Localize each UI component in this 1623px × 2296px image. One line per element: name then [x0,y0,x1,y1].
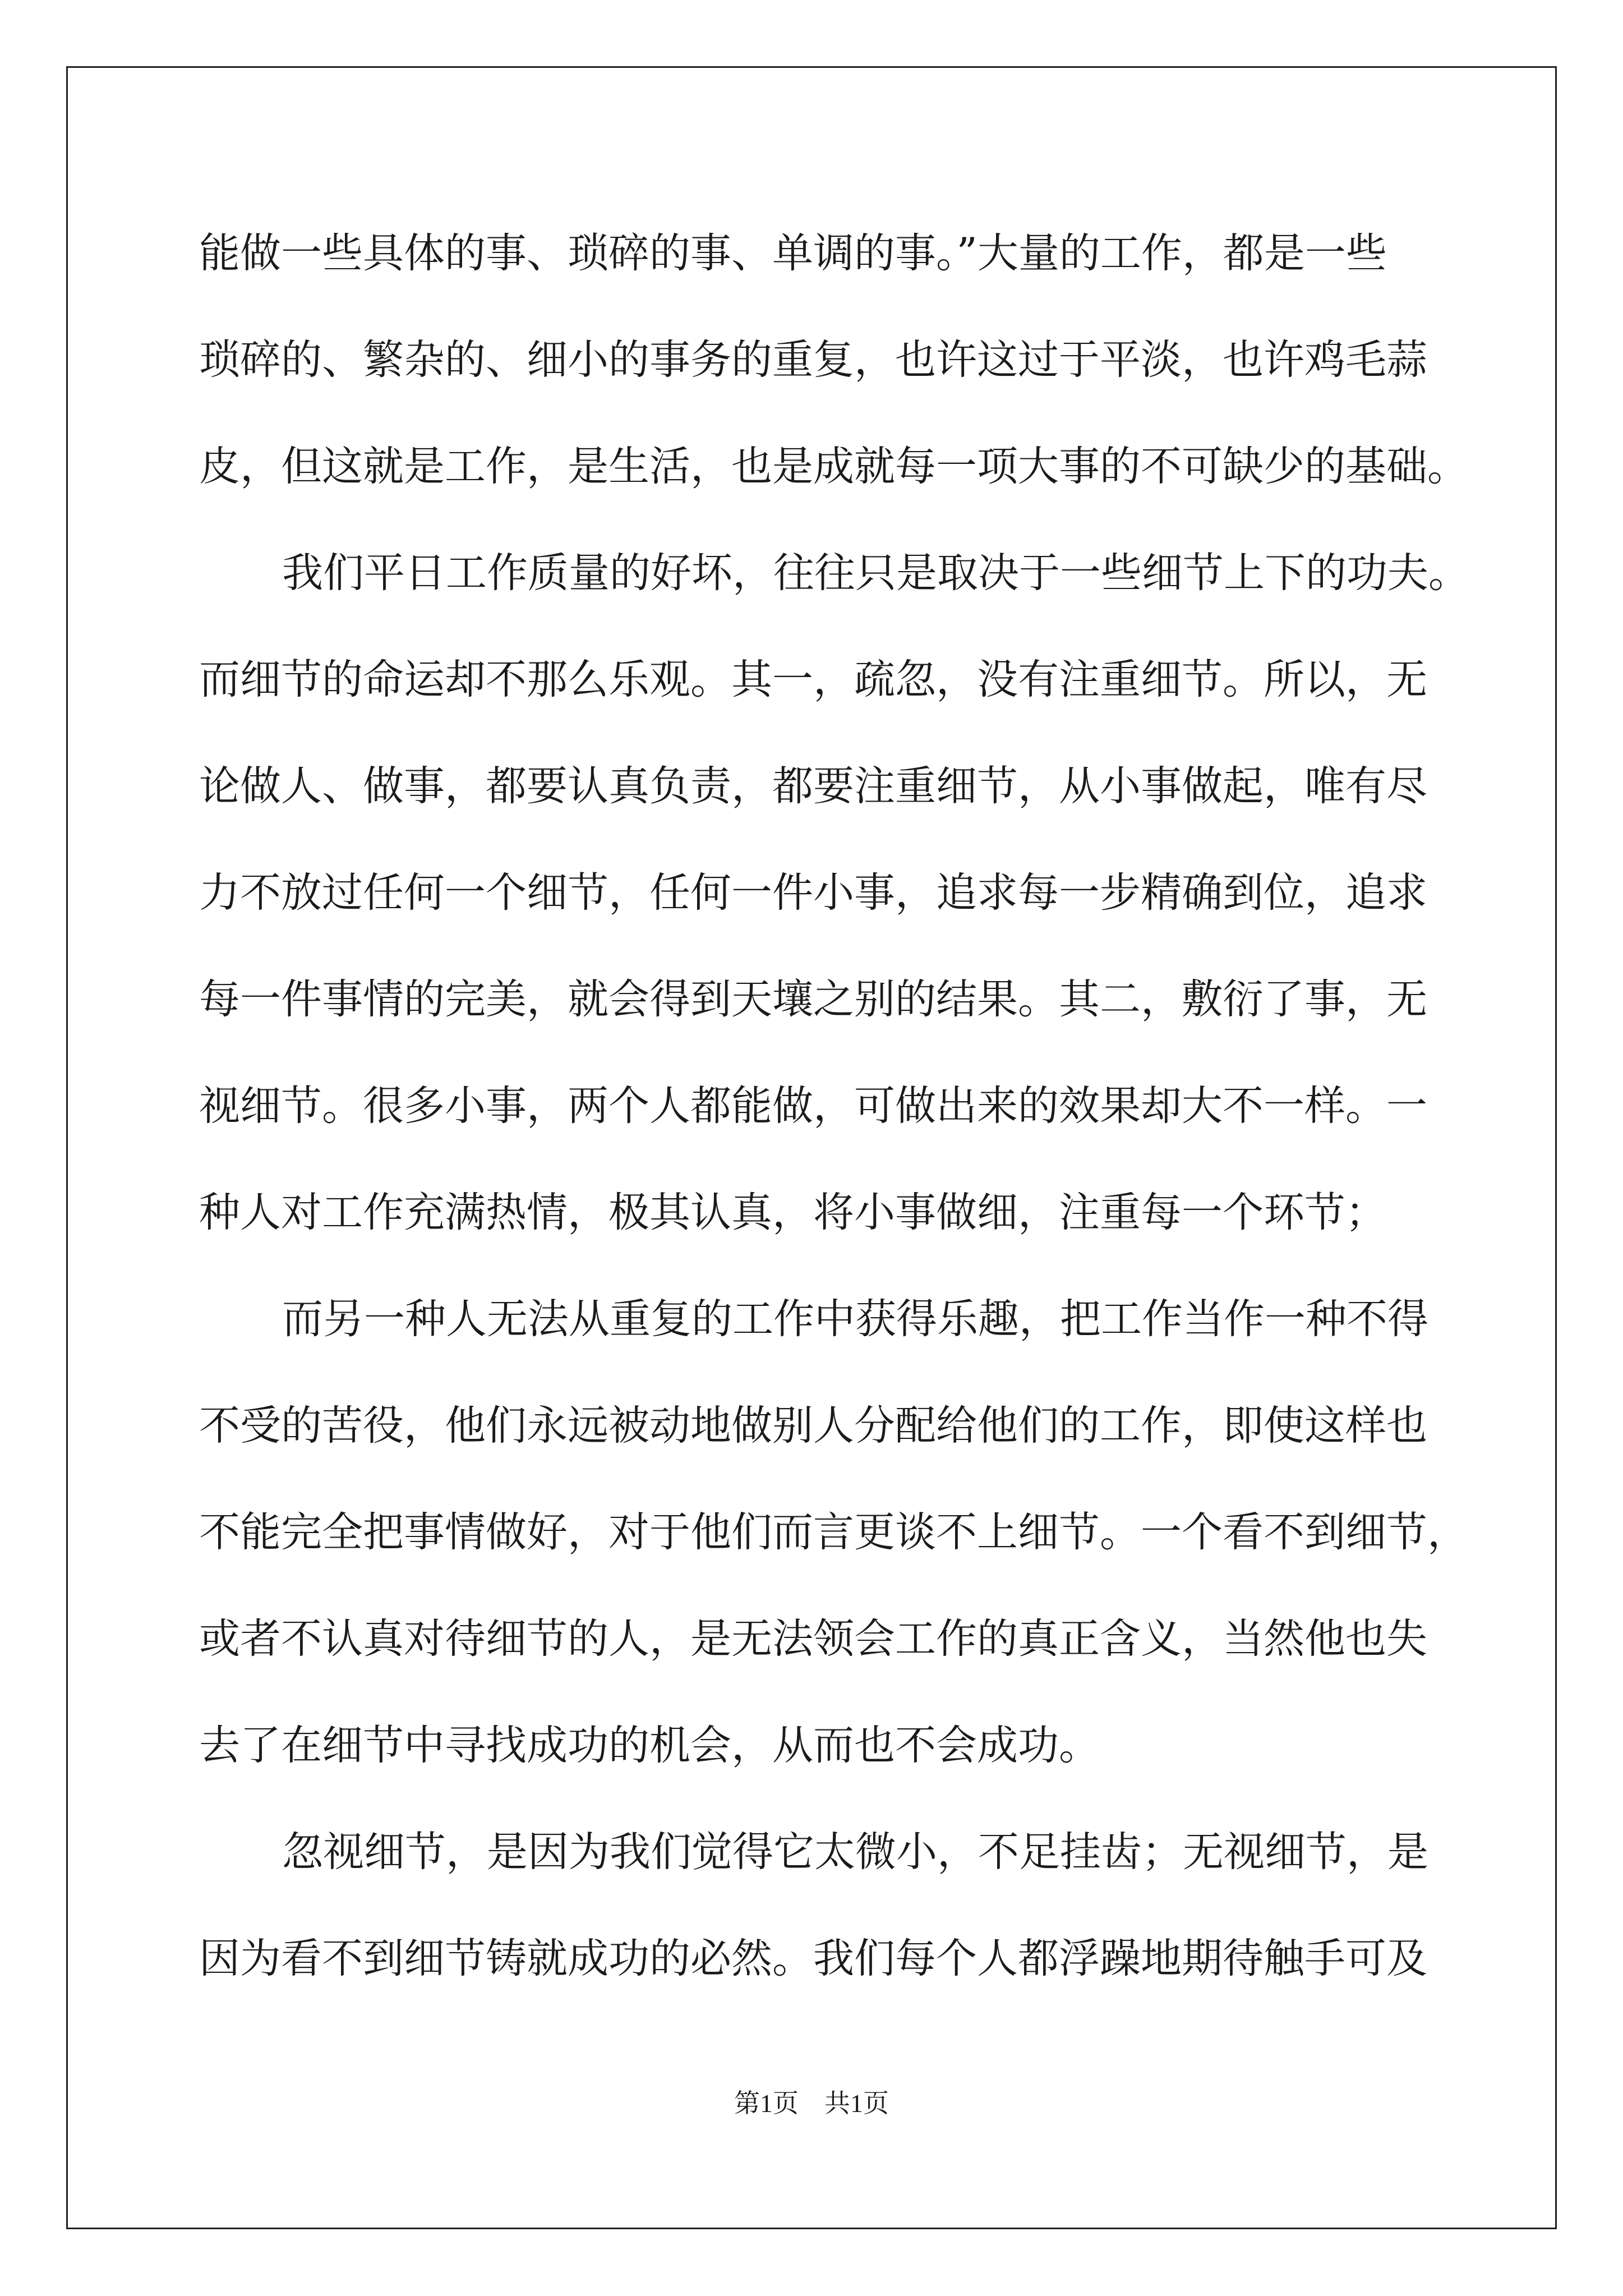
paragraph-start-line: 忽视细节，是因为我们觉得它太微小，不足挂齿；无视细节，是 [282,1828,1428,1876]
paragraph-start-line: 我们平日工作质量的好坏，往往只是取决于一些细节上下的功夫。 [282,549,1469,597]
text-line: 力不放过任何一个细节，任何一件小事，追求每一步精确到位，追求 [199,869,1427,917]
text-line: 论做人、做事，都要认真负责，都要注重细节，从小事做起，唯有尽 [199,762,1427,810]
text-line: 种人对工作充满热情，极其认真，将小事做细，注重每一个环节； [199,1189,1386,1236]
text-line: 不受的苦役，他们永远被动地做别人分配给他们的工作，即使这样也 [199,1402,1427,1450]
text-line: 每一件事情的完美，就会得到天壤之别的结果。其二，敷衍了事，无 [199,976,1427,1023]
text-line: 去了在细节中寻找成功的机会，从而也不会成功。 [199,1722,1100,1769]
paragraph-start-line: 而另一种人无法从重复的工作中获得乐趣，把工作当作一种不得 [282,1295,1428,1343]
document-body [199,200,1469,2012]
text-line: 而细节的命运却不那么乐观。其一，疏忽，没有注重细节。所以，无 [199,656,1427,703]
text-line: 皮，但这就是工作，是生活，也是成就每一项大事的不可缺少的基础。 [199,443,1468,490]
text-line: 因为看不到细节铸就成功的必然。我们每个人都浮躁地期待触手可及 [199,1935,1427,1982]
text-line: 能做一些具体的事、琐碎的事、单调的事。”大量的工作，都是一些 [199,229,1387,277]
text-line: 或者不认真对待细节的人，是无法领会工作的真正含义，当然他也失 [199,1615,1427,1663]
page-number-footer: 第1页 共1页 [734,2089,889,2118]
text-line: 琐碎的、繁杂的、细小的事务的重复，也许这过于平淡，也许鸡毛蒜 [199,336,1427,384]
text-line: 视细节。很多小事，两个人都能做，可做出来的效果却大不一样。一 [199,1082,1427,1130]
text-line: 不能完全把事情做好，对于他们而言更谈不上细节。一个看不到细节， [199,1508,1468,1556]
